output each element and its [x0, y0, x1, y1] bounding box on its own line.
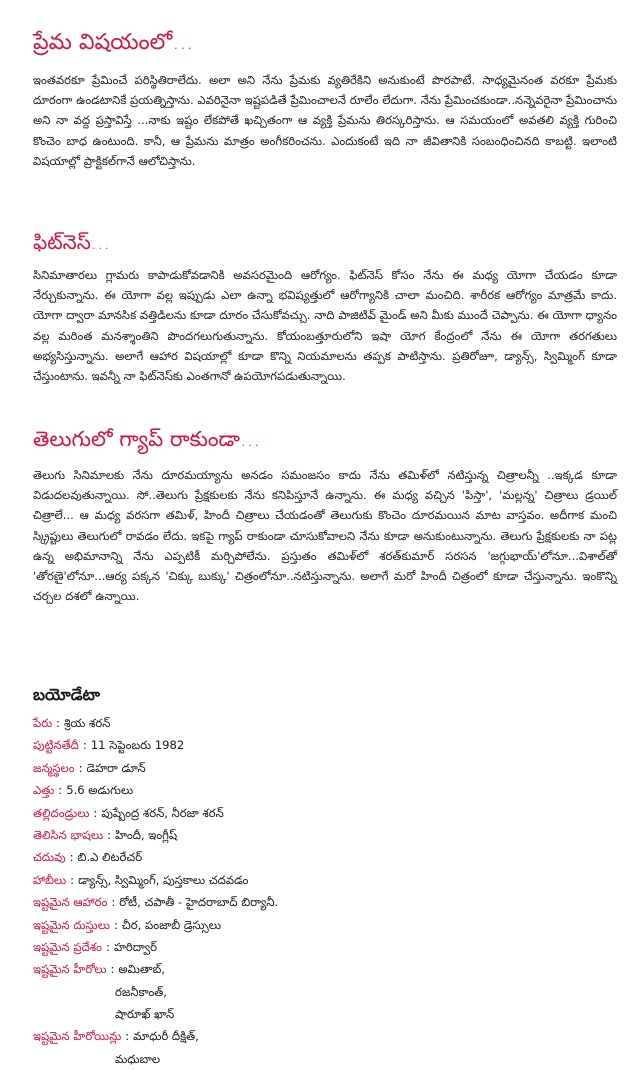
biodata-separator: :: [58, 783, 63, 798]
biodata-label: చదువు: [33, 850, 66, 865]
biodata-row: [33, 757, 617, 779]
biodata-separator: :: [69, 850, 74, 865]
biodata-separator: :: [113, 917, 118, 932]
biodata-separator: :: [110, 962, 115, 977]
biodata-value: శ్రియ శరన్: [64, 716, 111, 730]
biodata-row: [33, 1025, 617, 1047]
biodata-separator: :: [82, 738, 87, 753]
section-paragraph-love: ఇంతవరకూ ప్రేమించే పరిస్థితిరాలేదు. అలా అని నేను ప్రేమకు వ్యతిరేకిని అనుకుంటే పొరపాటే. సాధ్యమైనంత వరకూ ప్రేమకు దూరంగా ఉండటానికే ప్రయత్నిస్తాను. ఎవరినైనా ఇష్టపడితే ప్రేమించాలనే రూలేం లేదుగా. నేను ప్రేమించకుండా..నన్నెవరైనా ప్రేమించాను అని నా వద్ద ప్రస్తావిస్తే ...నాకు ఇష్టం లేకపోతే ఖచ్చితంగా ఆ వ్యక్తి ప్రేమను తిరస్కరిస్తాను. ఆ సమయంలో అవతలి వ్యక్తి గురించి కొంచెం బాధ ఉంటుంది. కానీ, ఆ ప్రేమను మాత్రం అంగీకరించను. ఎందుకంటే ఇది నా జీవితానికి సంబంధించినది కాబట్టి. ఇలాంటి విషయాల్లో ప్రాక్టికల్‌గానే ఆలోచిస్తాను.: [33, 73, 617, 168]
biodata-list: [33, 712, 617, 1070]
biodata-label: ఇష్టమైన హీరోలు: [33, 962, 107, 977]
biodata-label: ఇష్టమైన ఆహారం: [33, 895, 108, 910]
biodata-separator: :: [70, 872, 75, 887]
biodata-separator: :: [111, 895, 116, 910]
biodata-label: ఇష్టమైన హీరోయిన్లు: [33, 1029, 122, 1044]
section-paragraph-telugu-gap: తెలుగు సినిమాలకు నేను దూరమయ్యాను అనడం సమంజసం కాదు నేను తమిళ్‌లో నటిస్తున్న చిత్రాలన్నీ ..ఇక్కడ కూడా విడుదలవుతున్నాయి. సో..తెలుగు ప్రేక్షకులకు నేను కనిపిస్తూనే ఉన్నాను. ఈ మధ్య వచ్చిన 'పిస్తా', 'మల్లన్న' చిత్రాలు డ్రయిల్ చిత్రాలే... ఆ మధ్య వరసగా తమిళ్, హిందీ చిత్రాలు చేయడంతో తెలుగుకు కొంచెం దూరమయిన మాట వాస్తవం. అదీగాక మంచి స్క్రిప్టులు తెలుగులో రావడం లేదు. ఇకపై గ్యాప్ రాకుండా చూసుకోవాలని నేను కూడా అనుకుంటున్నాను. తెలుగు ప్రేక్షకులకు నా పట్ల ఉన్న అభిమానాన్ని నేను ఎప్పటికీ మర్చిపోలేను. ప్రస్తుతం తమిళ్‌లో శరత్‌కుమార్ సరసన 'జగ్గుభాయ్'లోనూ...విశాల్‌తో 'తోరణై'లోనూ...ఆర్య పక్కన 'చిక్కు బుక్కు' చిత్రంలోనూ..నటిస్తున్నాను. అలాగే మరో హిందీ చిత్రంలో కూడా చేస్తున్నాను. ఇంకొన్ని చర్చల దశలో ఉన్నాయి.: [33, 468, 617, 604]
biodata-row: [33, 824, 617, 846]
biodata-separator: :: [107, 827, 111, 842]
section-heading-love: ప్రేమ విషయంలో...: [33, 30, 194, 55]
biodata-label: తెలిసిన భాషలు: [33, 827, 104, 842]
biodata-label: ఇష్టమైన దుస్తులు: [33, 917, 110, 932]
biodata-label: పుట్టినతేదీ: [33, 738, 79, 753]
biodata-row: [33, 1003, 617, 1025]
biodata-separator: :: [56, 716, 61, 730]
section-paragraph-fitness: సినిమాతారలు గ్లామరు కాపాడుకోవడానికి అవసరమైంది ఆరోగ్యం. ఫిట్‌నెస్ కోసం నేను ఈ మధ్య యోగా చేయడం కూడా నేర్చుకున్నాను. ఈ యోగా వల్ల ఇప్పుడు ఎలా ఉన్నా భవిష్యత్తులో ఆరోగ్యానికి చాలా మంచిది. శారీరక ఆరోగ్యం మాత్రమే కాదు. యోగా ద్వారా మానసిక వత్తిడిలను కూడా దూరం చేసుకోవచ్చు. నాది పాజిటివ్ మైండ్ అని మీకు ముందే చెప్పాను. ఈ యోగా ధ్యానం వల్ల మరింత మనశ్శాంతిని పొందగలుగుతున్నాను. కోయంబత్తూరులోని ఇషా యోగ కేంద్రంలో నేను ఈ యోగా తరగతులు అభ్యసిస్తున్నాను. అలాగే ఆహార విషయాల్లో కూడా కొన్ని నియమాలను తప్పక పాటిస్తాను. ప్రతిరోజూ, డ్యాన్స్, స్విమ్మింగ్ కూడా చేస్తుంటాను. ఇవన్నీ నా ఫిట్‌నెస్‌కు ఎంతగానో ఉపయోగపడుతున్నాయి.: [33, 268, 617, 384]
biodata-value: హిందీ, ఇంగ్లీష్: [114, 827, 178, 842]
biodata-row: [33, 869, 617, 891]
biodata-value: అమితాబ్,: [118, 962, 165, 977]
biodata-row: [33, 891, 617, 913]
biodata-value: డెహరా డూన్: [86, 760, 146, 775]
biodata-value: బి.ఎ లిటరేచర్: [77, 850, 143, 865]
biodata-label: హాబీలు: [33, 872, 67, 887]
biodata-value: రోటీ, చపాతీ - హైదరాబాద్ బిర్యానీ.: [119, 895, 279, 910]
section-heading-fitness: ఫిట్‌నెస్...: [33, 230, 110, 254]
biodata-row: [33, 981, 617, 1003]
biodata-value: షారూఖ్ ఖాన్: [115, 1007, 175, 1022]
biodata-value: 11 సెప్టెంబరు 1982: [90, 738, 185, 753]
biodata-label: ఇష్టమైన ప్రదేశం: [33, 939, 103, 954]
biodata-row: [33, 846, 617, 868]
biodata-value: డ్యాన్స్, స్విమ్మింగ్, పుస్తకాలు చదవడం: [78, 872, 249, 887]
biodata-row: [33, 712, 617, 734]
biodata-separator: :: [93, 805, 98, 820]
biodata-row: [33, 914, 617, 936]
biodata-separator: :: [106, 939, 110, 954]
biodata-row: [33, 958, 617, 980]
biodata-label: తల్లిదండ్రులు: [33, 805, 90, 820]
biodata-label: ఎత్తు: [33, 783, 55, 798]
biodata-row: [33, 734, 617, 756]
biodata-value: హరిద్వార్: [113, 939, 158, 954]
biodata-value: 5.6 అడుగులు: [66, 783, 134, 798]
biodata-title: బయోడేటా: [33, 685, 101, 704]
section-heading-telugu-gap: తెలుగులో గ్యాప్ రాకుండా...: [33, 427, 260, 451]
biodata-value: పుష్పేంద్ర శరన్, నీరజా శరన్: [101, 805, 224, 820]
biodata-value: రజనీకాంత్,: [115, 984, 167, 999]
biodata-label: జన్మస్థలం: [33, 760, 75, 775]
biodata-value: చీర, పంజాబీ డ్రెస్సులు: [121, 917, 222, 932]
biodata-row: [33, 1048, 617, 1070]
biodata-value: మధుబాల: [115, 1051, 161, 1066]
biodata-row: [33, 779, 617, 801]
biodata-separator: :: [125, 1029, 130, 1044]
biodata-value: మాధురీ దీక్షిత్,: [133, 1029, 199, 1044]
biodata-label: పేరు: [33, 716, 53, 730]
biodata-separator: :: [78, 760, 83, 775]
biodata-row: [33, 802, 617, 824]
biodata-row: [33, 936, 617, 958]
